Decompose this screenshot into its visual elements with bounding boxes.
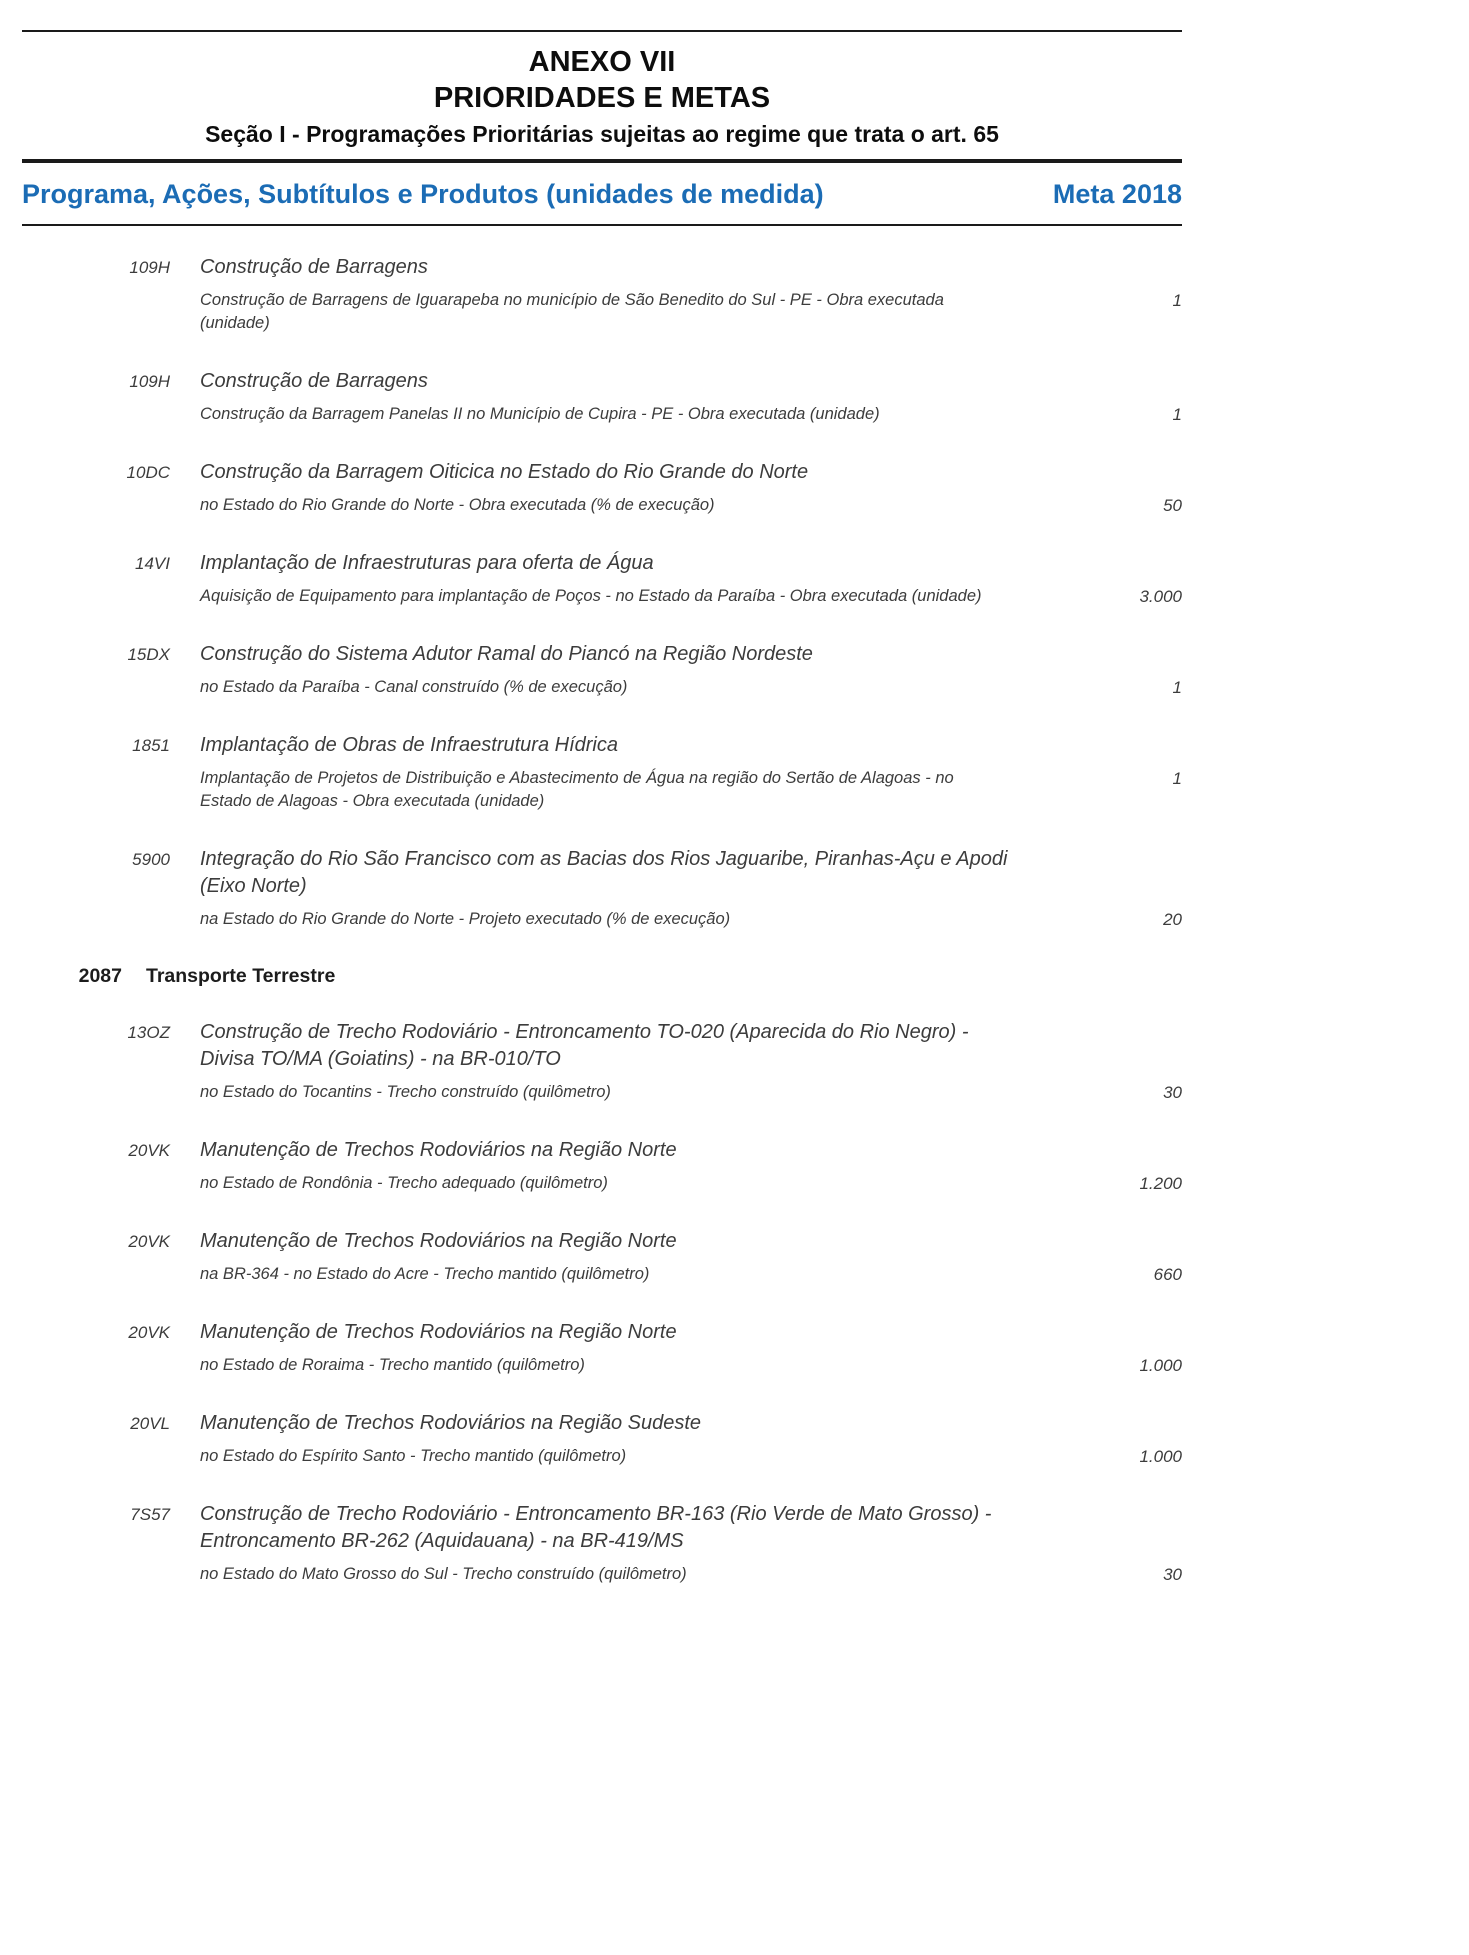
column-header-meta: Meta 2018 <box>1052 179 1182 209</box>
subtitle-product: Aquisição de Equipamento para implantação de Poços - no Estado da Paraíba - Obra executada (unidade) <box>200 587 982 605</box>
table-column-header <box>22 163 1182 224</box>
meta-value: 20 <box>1163 910 1182 929</box>
meta-value: 1 <box>1172 678 1182 697</box>
action-title: Construção da Barragem Oiticica no Estado do Rio Grande do Norte <box>200 461 809 483</box>
program-code: 2087 <box>78 965 122 987</box>
rows-container <box>22 254 1182 1586</box>
table-row <box>22 550 1182 608</box>
action-title: Construção de Barragens <box>200 256 428 278</box>
action-content <box>200 1410 1182 1468</box>
action-title: Construção de Trecho Rodoviário - Entroncamento TO-020 (Aparecida do Rio Negro) - Divisa TO/MA (Goiatins) - na BR-010/TO <box>200 1021 969 1070</box>
table-row <box>22 1501 1182 1586</box>
meta-value: 1 <box>1172 405 1182 424</box>
subtitle-row <box>200 494 1182 517</box>
action-code: 109H <box>129 258 170 277</box>
meta-value: 1 <box>1172 291 1182 310</box>
table-row <box>22 1228 1182 1286</box>
table-row <box>22 1319 1182 1377</box>
action-title: Manutenção de Trechos Rodoviários na Região Norte <box>200 1139 677 1161</box>
subtitle-product: no Estado do Rio Grande do Norte - Obra executada (% de execução) <box>200 496 715 514</box>
subtitle-row <box>200 1081 1182 1104</box>
meta-value: 660 <box>1153 1265 1182 1284</box>
column-header-programs: Programa, Ações, Subtítulos e Produtos (unidades de medida) <box>22 179 824 209</box>
action-code: 13OZ <box>127 1023 170 1042</box>
subtitle-row <box>200 1445 1182 1468</box>
meta-value: 1.000 <box>1139 1356 1182 1375</box>
section-subtitle: Seção I - Programações Prioritárias sujeitas ao regime que trata o art. 65 <box>205 121 999 147</box>
action-title: Construção de Trecho Rodoviário - Entroncamento BR-163 (Rio Verde de Mato Grosso) - Entroncamento BR-262 (Aquidauana) - na BR-419/MS <box>200 1503 992 1552</box>
table-row <box>22 846 1182 931</box>
program-title: Transporte Terrestre <box>146 965 336 987</box>
table-row <box>22 732 1182 813</box>
subtitle-row <box>200 1263 1182 1286</box>
document-title: PRIORIDADES E METAS <box>433 82 771 114</box>
subtitle-row <box>200 1354 1182 1377</box>
action-code: 20VK <box>128 1141 170 1160</box>
action-content <box>200 550 1182 608</box>
document-page <box>22 0 1182 1619</box>
table-row <box>22 641 1182 699</box>
meta-value: 50 <box>1163 496 1182 515</box>
action-title: Manutenção de Trechos Rodoviários na Região Norte <box>200 1321 677 1343</box>
subtitle-row <box>200 1172 1182 1195</box>
table-row <box>22 368 1182 426</box>
action-code: 5900 <box>132 850 170 869</box>
table-row <box>22 1410 1182 1468</box>
subtitle-row <box>200 585 1182 608</box>
meta-value: 30 <box>1163 1083 1182 1102</box>
action-code: 20VK <box>128 1232 170 1251</box>
subtitle-product: no Estado de Roraima - Trecho mantido (quilômetro) <box>200 1356 585 1374</box>
action-code: 109H <box>129 372 170 391</box>
meta-value: 3.000 <box>1139 587 1182 606</box>
action-content <box>200 459 1182 517</box>
header-divider <box>22 224 1182 226</box>
action-title: Construção do Sistema Adutor Ramal do Piancó na Região Nordeste <box>200 643 813 665</box>
subtitle-product: na Estado do Rio Grande do Norte - Projeto executado (% de execução) <box>200 910 731 928</box>
subtitle-product: no Estado do Espírito Santo - Trecho mantido (quilômetro) <box>200 1447 627 1465</box>
subtitle-product: na BR-364 - no Estado do Acre - Trecho mantido (quilômetro) <box>200 1265 650 1283</box>
action-content <box>200 1501 1182 1586</box>
action-code: 20VL <box>130 1414 170 1433</box>
action-code: 7S57 <box>130 1505 170 1524</box>
action-content <box>200 368 1182 426</box>
action-code: 1851 <box>132 736 170 755</box>
action-content <box>200 1019 1182 1104</box>
subtitle-row <box>200 1563 1182 1586</box>
subtitle-row <box>200 289 1182 335</box>
subtitle-product: Construção de Barragens de Iguarapeba no município de São Benedito do Sul - PE - Obra executada (unidade) <box>200 291 944 332</box>
action-title: Implantação de Infraestruturas para oferta de Água <box>200 552 654 574</box>
action-title: Manutenção de Trechos Rodoviários na Região Sudeste <box>200 1412 702 1434</box>
action-code: 20VK <box>128 1323 170 1342</box>
subtitle-product: Implantação de Projetos de Distribuição e Abastecimento de Água na região do Sertão de Alagoas - no Estado de Alagoas - Obra executada (unidade) <box>200 769 954 810</box>
action-code: 10DC <box>126 463 170 482</box>
action-content <box>200 846 1182 931</box>
meta-value: 1.200 <box>1139 1174 1182 1193</box>
action-code: 14VI <box>135 554 170 573</box>
table-row <box>22 1137 1182 1195</box>
subtitle-product: no Estado do Tocantins - Trecho construído (quilômetro) <box>200 1083 611 1101</box>
meta-value: 30 <box>1163 1565 1182 1584</box>
action-content <box>200 641 1182 699</box>
action-title: Manutenção de Trechos Rodoviários na Região Norte <box>200 1230 677 1252</box>
annex-title: ANEXO VII <box>528 46 676 78</box>
table-row <box>22 254 1182 335</box>
subtitle-row <box>200 908 1182 931</box>
meta-value: 1.000 <box>1139 1447 1182 1466</box>
action-content <box>200 732 1182 813</box>
action-code: 15DX <box>127 645 170 664</box>
document-header <box>22 32 1182 149</box>
action-content <box>200 1228 1182 1286</box>
action-title: Construção de Barragens <box>200 370 428 392</box>
action-content <box>200 1319 1182 1377</box>
subtitle-product: no Estado da Paraíba - Canal construído (% de execução) <box>200 678 628 696</box>
action-title: Integração do Rio São Francisco com as Bacias dos Rios Jaguaribe, Piranhas-Açu e Apodi (Eixo Norte) <box>200 848 1008 897</box>
action-content <box>200 254 1182 335</box>
table-row <box>22 1019 1182 1104</box>
subtitle-product: no Estado do Mato Grosso do Sul - Trecho construído (quilômetro) <box>200 1565 687 1583</box>
meta-value: 1 <box>1172 769 1182 788</box>
action-title: Implantação de Obras de Infraestrutura Hídrica <box>200 734 618 756</box>
action-content <box>200 1137 1182 1195</box>
subtitle-product: no Estado de Rondônia - Trecho adequado (quilômetro) <box>200 1174 608 1192</box>
program-row <box>22 964 1182 989</box>
subtitle-row <box>200 676 1182 699</box>
subtitle-row <box>200 767 1182 813</box>
table-row <box>22 459 1182 517</box>
subtitle-row <box>200 403 1182 426</box>
subtitle-product: Construção da Barragem Panelas II no Município de Cupira - PE - Obra executada (unidade) <box>200 405 880 423</box>
